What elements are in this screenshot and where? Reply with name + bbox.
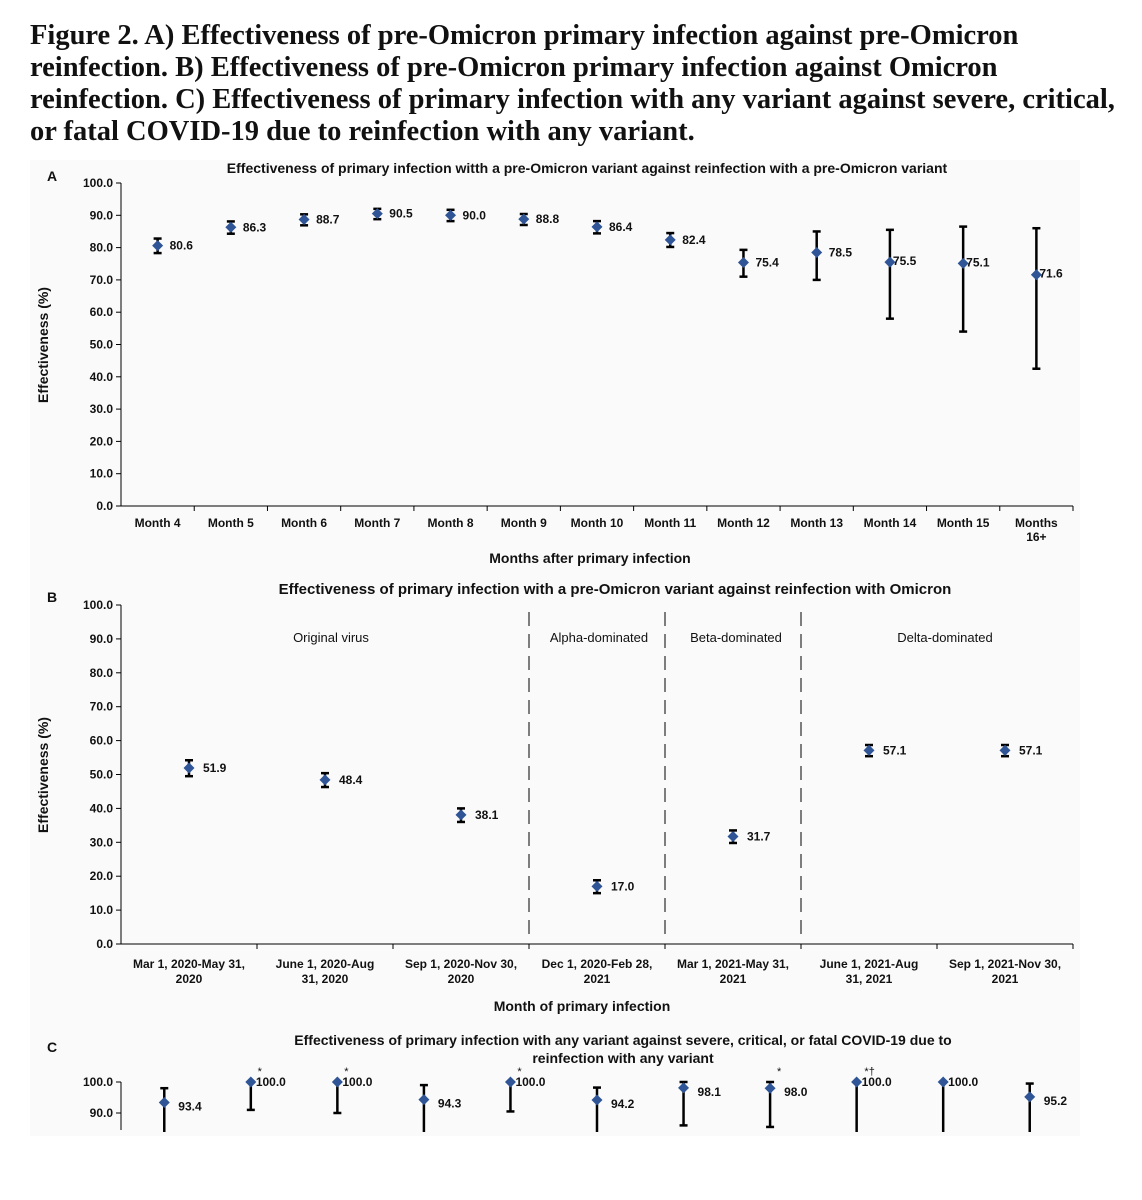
panel-b-data-label: 51.9 [203, 761, 227, 776]
panel-a-data-label: 75.5 [892, 254, 917, 269]
panel-a-data-label: 78.5 [828, 245, 853, 260]
panel-c-data-label: 100.0 [255, 1075, 286, 1089]
panel-b-x-tick-label: Dec 1, 2020-Feb 28, [541, 957, 653, 971]
panel-c-data-point [938, 1077, 949, 1088]
panel-c-data-label: 100.0 [515, 1075, 546, 1089]
panel-c-data-label: 98.0 [784, 1085, 808, 1100]
panel-a-x-tick-label: Month 4 [134, 516, 181, 530]
panel-b-data-point [456, 809, 467, 820]
panel-b-y-tick-label: 60.0 [89, 733, 113, 748]
panel-b-data-point [592, 881, 603, 892]
panel-a-data-label: 86.3 [242, 220, 267, 235]
panel-b-y-tick-label: 50.0 [89, 767, 113, 782]
panel-b-y-tick-label: 0.0 [96, 937, 113, 951]
caption-line-1: Figure 2. A) Effectiveness of pre-Omicron primary infection against pre-Omicron [30, 20, 1019, 51]
panel-a-data-point [811, 247, 822, 258]
panel-b-y-tick-label: 90.0 [89, 631, 113, 646]
panel-c-data-point [678, 1082, 689, 1093]
panel-c-data-point [1024, 1091, 1035, 1102]
panel-b-period-label: Alpha-dominated [549, 630, 649, 645]
panel-b-y-tick-label: 80.0 [89, 665, 113, 680]
panel-c-data-point [505, 1077, 516, 1088]
panel-a-x-tick-label: Months [1015, 516, 1058, 530]
panel-a-x-tick-label: Month 6 [281, 516, 328, 530]
panel-a-title: Effectiveness of primary infection witth a pre-Omicron variant against reinfection with a pre-Omicron variant [226, 160, 948, 176]
panel-b-y-tick-label: 20.0 [89, 869, 113, 884]
panel-a-y-tick-label: 20.0 [89, 434, 113, 449]
panel-a-x-tick-label: Month 11 [644, 516, 697, 530]
panel-c-data-point [851, 1077, 862, 1088]
panel-a-y-tick-label: 90.0 [89, 208, 113, 223]
panel-c-data-point [159, 1097, 170, 1108]
panel-a-y-tick-label: 70.0 [89, 272, 113, 287]
panel-c-data-label: 100.0 [342, 1075, 373, 1089]
panel-c-data-label: 94.3 [437, 1096, 462, 1111]
panel-b-data-point [728, 831, 739, 842]
panel-a-data-point [225, 222, 236, 233]
panel-a-x-tick-label: Month 9 [500, 516, 547, 530]
caption-line-4: or fatal COVID-19 due to reinfection with any variant. [30, 116, 695, 147]
panel-b-data-label: 57.1 [883, 743, 907, 758]
panel-b-data-point [184, 763, 195, 774]
panel-a-x-tick-label: Month 14 [863, 516, 917, 530]
panel-a-y-tick-label: 60.0 [89, 305, 113, 320]
panel-a-x-tick-label: Month 8 [427, 516, 474, 530]
panel-b-x-tick-label: 2021 [719, 972, 747, 986]
caption-line-2: reinfection. B) Effectiveness of pre-Omicron primary infection against Omicron [30, 52, 998, 83]
panel-a-x-tick-label: Month 10 [570, 516, 624, 530]
panel-b-letter: B [47, 589, 58, 605]
panel-b-x-tick-label: Sep 1, 2021-Nov 30, [948, 957, 1062, 971]
panel-a-x-tick-label: Month 7 [354, 516, 401, 530]
panel-b-period-label: Beta-dominated [690, 630, 782, 645]
panel-a-data-label: 75.4 [755, 255, 779, 270]
panel-a-data-point [738, 257, 749, 268]
panel-a-x-tick-label: Month 5 [207, 516, 254, 530]
panel-a-data-label: 75.1 [966, 255, 990, 270]
panel-b-y-label: Effectiveness (%) [35, 717, 51, 833]
panel-c-data-point [332, 1077, 343, 1088]
panel-c-data-label: 93.4 [178, 1099, 202, 1114]
panel-a-y-label: Effectiveness (%) [35, 287, 51, 403]
panel-b-x-tick-label: 2021 [991, 972, 1019, 986]
panel-b-x-tick-label: 2021 [583, 972, 611, 986]
panel-c-letter: C [47, 1039, 58, 1055]
panel-c-y-tick-label: 100.0 [82, 1075, 113, 1089]
panel-b-title: Effectiveness of primary infection with a pre-Omicron variant against reinfection with Omicron [278, 581, 952, 598]
panel-b-data-label: 38.1 [475, 807, 499, 822]
panel-a-y-tick-label: 100.0 [82, 176, 113, 190]
panel-b-y-tick-label: 100.0 [82, 598, 113, 612]
panel-c-data-label: 94.2 [611, 1096, 635, 1111]
panel-c-data-point [592, 1094, 603, 1105]
panel-a-y-tick-label: 10.0 [89, 466, 113, 481]
panel-b-x-tick-label: 2020 [175, 972, 203, 986]
panel-b-x-tick-label: Mar 1, 2020-May 31, [132, 957, 246, 971]
panel-c-footnote-mark: * [257, 1066, 262, 1078]
panel-b-x-tick-label: Sep 1, 2020-Nov 30, [404, 957, 518, 971]
panel-b-y-tick-label: 30.0 [89, 835, 113, 850]
panel-b-x-tick-label: 31, 2020 [301, 972, 349, 986]
panel-c-title: reinfection with any variant [532, 1050, 714, 1066]
panel-c-data-label: 100.0 [948, 1075, 979, 1089]
panel-c-data-label: 98.1 [697, 1084, 721, 1099]
panel-a-y-tick-label: 30.0 [89, 402, 113, 417]
panel-a-data-label: 82.4 [682, 232, 706, 247]
panel-b-period-label: Delta-dominated [897, 630, 993, 645]
panel-a-x-tick-label: Month 12 [717, 516, 770, 530]
caption-line-3: reinfection. C) Effectiveness of primary infection with any variant against severe, critical, [30, 84, 1115, 115]
panel-c-footnote-mark: *† [864, 1066, 875, 1078]
panel-c-data-point [245, 1077, 256, 1088]
panel-a-data-label: 90.0 [462, 208, 486, 223]
panel-a-data-point [592, 221, 603, 232]
panel-a-x-tick-label: Month 13 [790, 516, 844, 530]
panel-a-data-label: 86.4 [609, 219, 633, 234]
panel-b-x-tick-label: 2020 [447, 972, 475, 986]
panel-a-data-label: 90.5 [389, 206, 413, 221]
panel-a-data-label: 71.6 [1039, 266, 1063, 281]
panel-b-data-label: 31.7 [747, 829, 771, 844]
panel-c-footnote-mark: * [776, 1066, 782, 1078]
panel-c-footnote-mark: * [517, 1066, 522, 1078]
panel-c-title: Effectiveness of primary infection with any variant against severe, critical, or fatal COVID-19 due to [294, 1032, 952, 1048]
panel-a-y-tick-label: 0.0 [96, 499, 113, 513]
panel-b-x-tick-label: June 1, 2020-Aug [275, 957, 375, 971]
panel-c-footnote-mark: * [344, 1066, 349, 1078]
panel-b-x-tick-label: Mar 1, 2021-May 31, [676, 957, 790, 971]
panel-a-data-point [152, 240, 163, 251]
panel-a-y-tick-label: 80.0 [89, 240, 113, 255]
panel-b-x-tick-label: June 1, 2021-Aug [819, 957, 919, 971]
panel-b-y-tick-label: 10.0 [89, 903, 113, 918]
panel-a-data-point [518, 214, 529, 225]
panel-b-y-tick-label: 40.0 [89, 801, 113, 816]
panel-a-x-tick-label: 16+ [1026, 530, 1047, 544]
panel-c-data-label: 100.0 [861, 1075, 892, 1089]
panel-b-data-point [1000, 745, 1011, 756]
panel-c-data-label: 95.2 [1043, 1093, 1068, 1108]
panel-b-data-label: 17.0 [611, 879, 635, 894]
panel-a-data-label: 88.7 [316, 212, 340, 227]
panel-b-period-label: Original virus [293, 630, 369, 645]
panel-a-x-tick-label: Month 15 [936, 516, 990, 530]
panel-a-y-tick-label: 40.0 [89, 369, 113, 384]
panel-b-data-point [864, 745, 875, 756]
panel-a-y-tick-label: 50.0 [89, 337, 113, 352]
panel-b-y-tick-label: 70.0 [89, 699, 113, 714]
panel-c-data-point [418, 1094, 429, 1105]
panel-a-data-point [445, 210, 456, 221]
panel-b-x-label: Month of primary infection [493, 998, 671, 1014]
panel-b-data-point [320, 774, 331, 785]
panel-a-letter: A [47, 168, 58, 184]
panel-a-x-label: Months after primary infection [489, 550, 691, 566]
panel-b-x-tick-label: 31, 2021 [845, 972, 893, 986]
panel-a-data-point [665, 234, 676, 245]
panel-b-data-label: 57.1 [1019, 743, 1043, 758]
panel-a-data-point [299, 214, 310, 225]
panel-c-y-tick-label: 90.0 [89, 1106, 113, 1120]
panel-c-data-point [765, 1083, 776, 1094]
panel-b-data-label: 48.4 [339, 772, 363, 787]
panel-a-data-label: 88.8 [535, 212, 560, 227]
panel-a-data-label: 80.6 [169, 238, 193, 253]
